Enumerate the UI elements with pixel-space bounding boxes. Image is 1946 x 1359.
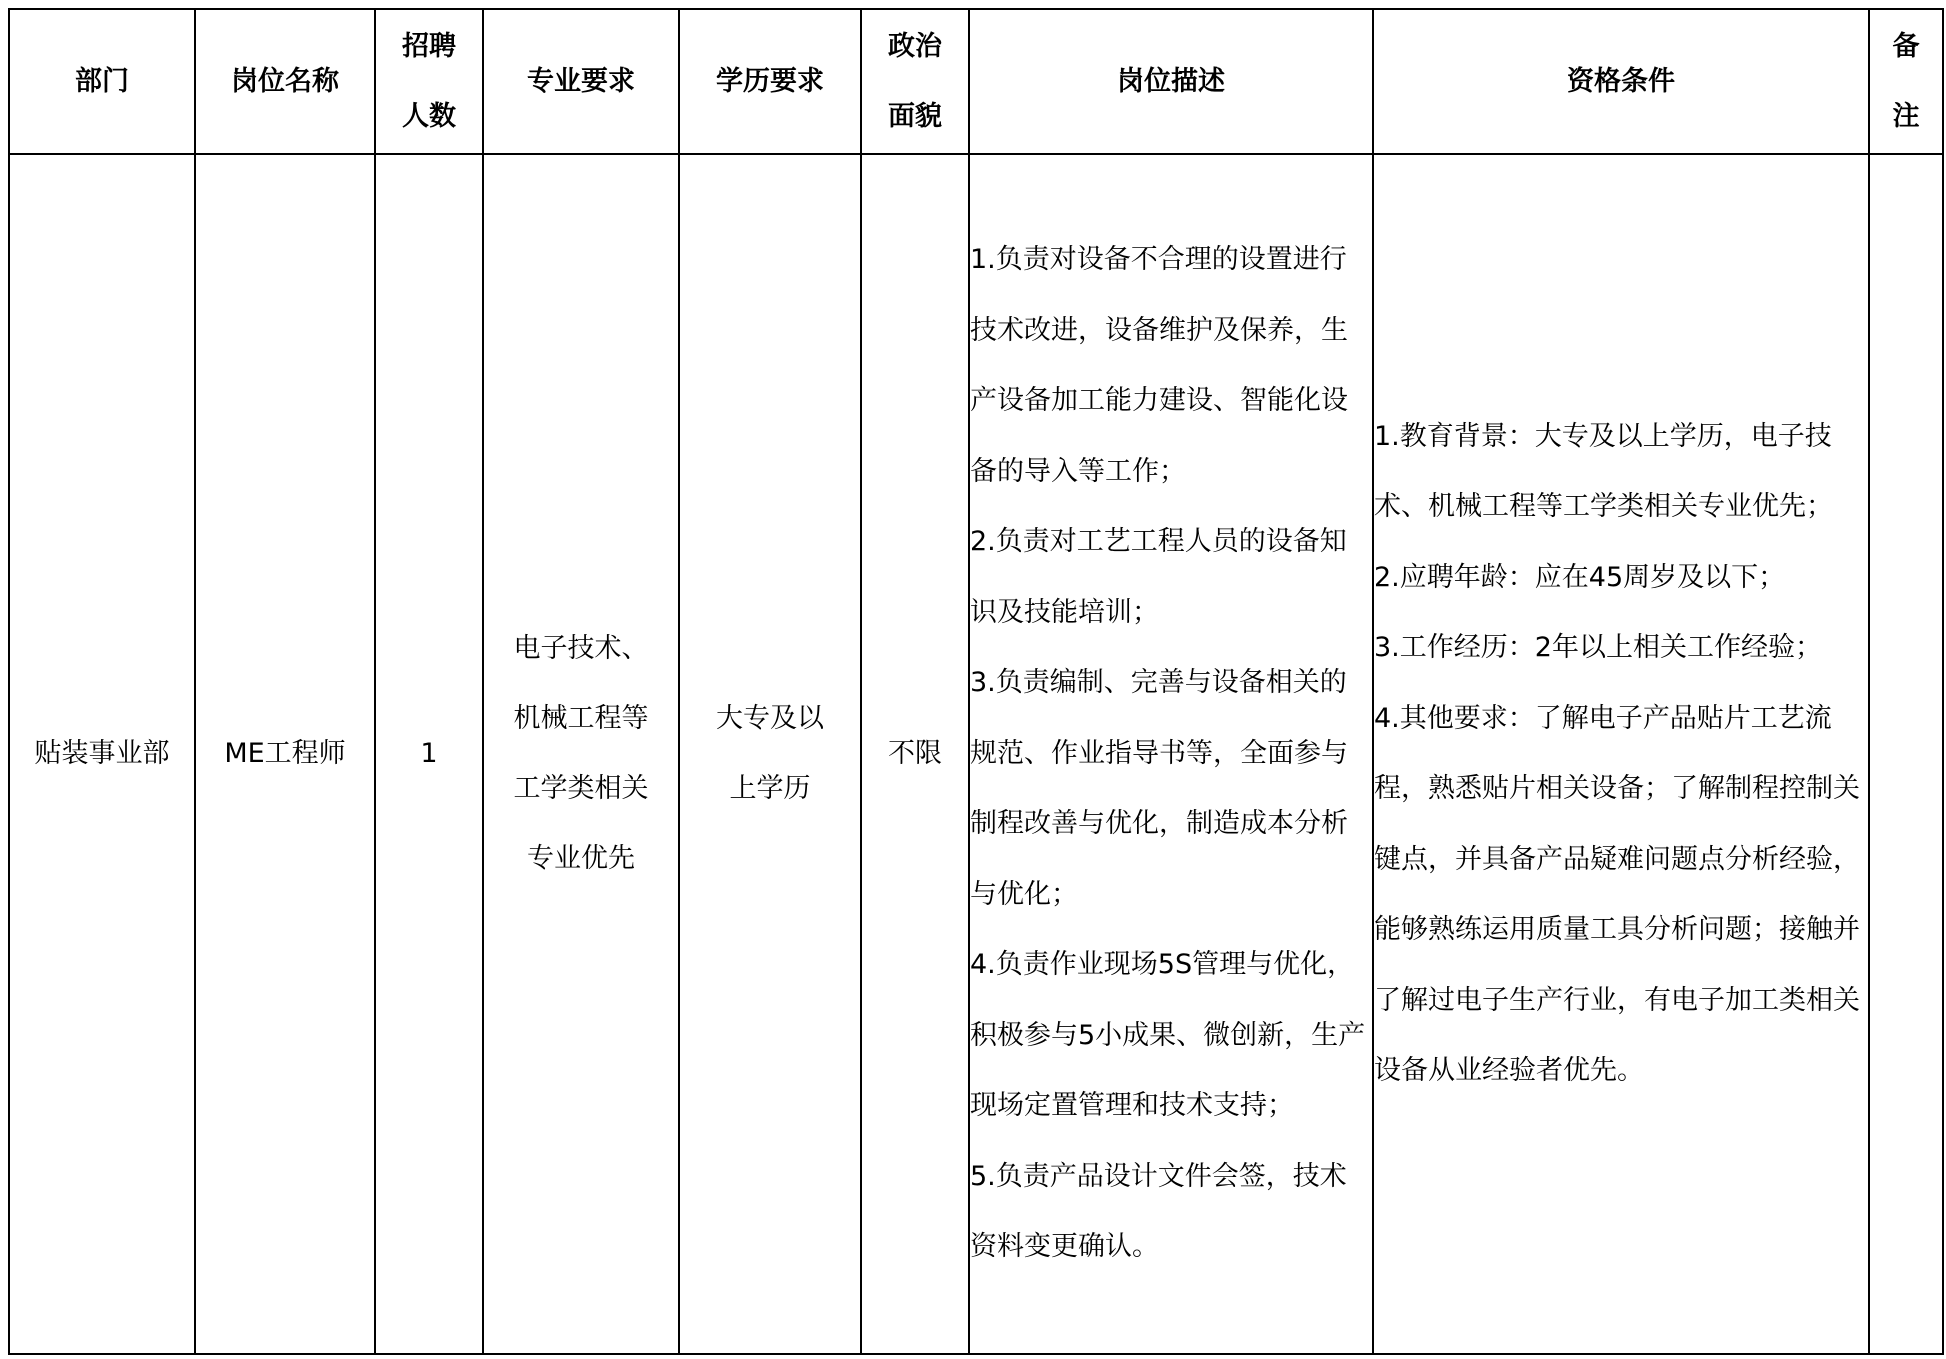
qualification-item: 3.工作经历：2年以上相关工作经验； [1374, 632, 1822, 663]
header-qualification: 资格条件 [1373, 9, 1869, 154]
header-headcount: 招聘人数 [375, 9, 483, 154]
header-remarks: 备注 [1869, 9, 1943, 154]
header-description: 岗位描述 [969, 9, 1373, 154]
header-row [9, 9, 1943, 154]
cell-position: ME工程师 [195, 154, 375, 1354]
header-department: 部门 [9, 9, 195, 154]
cell-education: 大专及以上学历 [679, 154, 861, 1354]
description-item: 3.负责编制、完善与设备相关的规范、作业指导书等，全面参与制程改善与优化，制造成本分析与优化； [970, 667, 1348, 910]
qualification-item: 2.应聘年龄：应在45周岁及以下； [1374, 561, 1786, 593]
job-posting-table [8, 8, 1944, 1355]
description-item: 2.负责对工艺工程人员的设备知识及技能培训； [970, 526, 1347, 628]
cell-headcount: 1 [375, 154, 483, 1354]
cell-major: 电子技术、机械工程等工学类相关专业优先 [483, 154, 679, 1354]
qualification-item: 1.教育背景：大专及以上学历，电子技术、机械工程等工学类相关专业优先； [1374, 420, 1833, 522]
cell-qualification [1373, 154, 1869, 1354]
header-political: 政治面貌 [861, 9, 969, 154]
description-item: 4.负责作业现场5S管理与优化，积极参与5小成果、微创新，生产现场定置管理和技术支持； [970, 949, 1366, 1122]
cell-description [969, 154, 1373, 1354]
header-major: 专业要求 [483, 9, 679, 154]
table-row [9, 154, 1943, 1354]
header-position: 岗位名称 [195, 9, 375, 154]
description-item: 1.负责对设备不合理的设置进行技术改进，设备维护及保养，生产设备加工能力建设、智能化设备的导入等工作； [970, 244, 1348, 487]
cell-remarks [1869, 154, 1943, 1354]
description-item: 5.负责产品设计文件会签，技术资料变更确认。 [970, 1160, 1347, 1263]
cell-political: 不限 [861, 154, 969, 1354]
header-education: 学历要求 [679, 9, 861, 154]
qualification-item: 4.其他要求：了解电子产品贴片工艺流程，熟悉贴片相关设备；了解制程控制关键点，并具备产品疑难问题点分析经验，能够熟练运用质量工具分析问题；接触并了解过电子生产行业，有电子加工类相关设备从业经验者优先。 [1374, 702, 1860, 1086]
cell-department: 贴装事业部 [9, 154, 195, 1354]
